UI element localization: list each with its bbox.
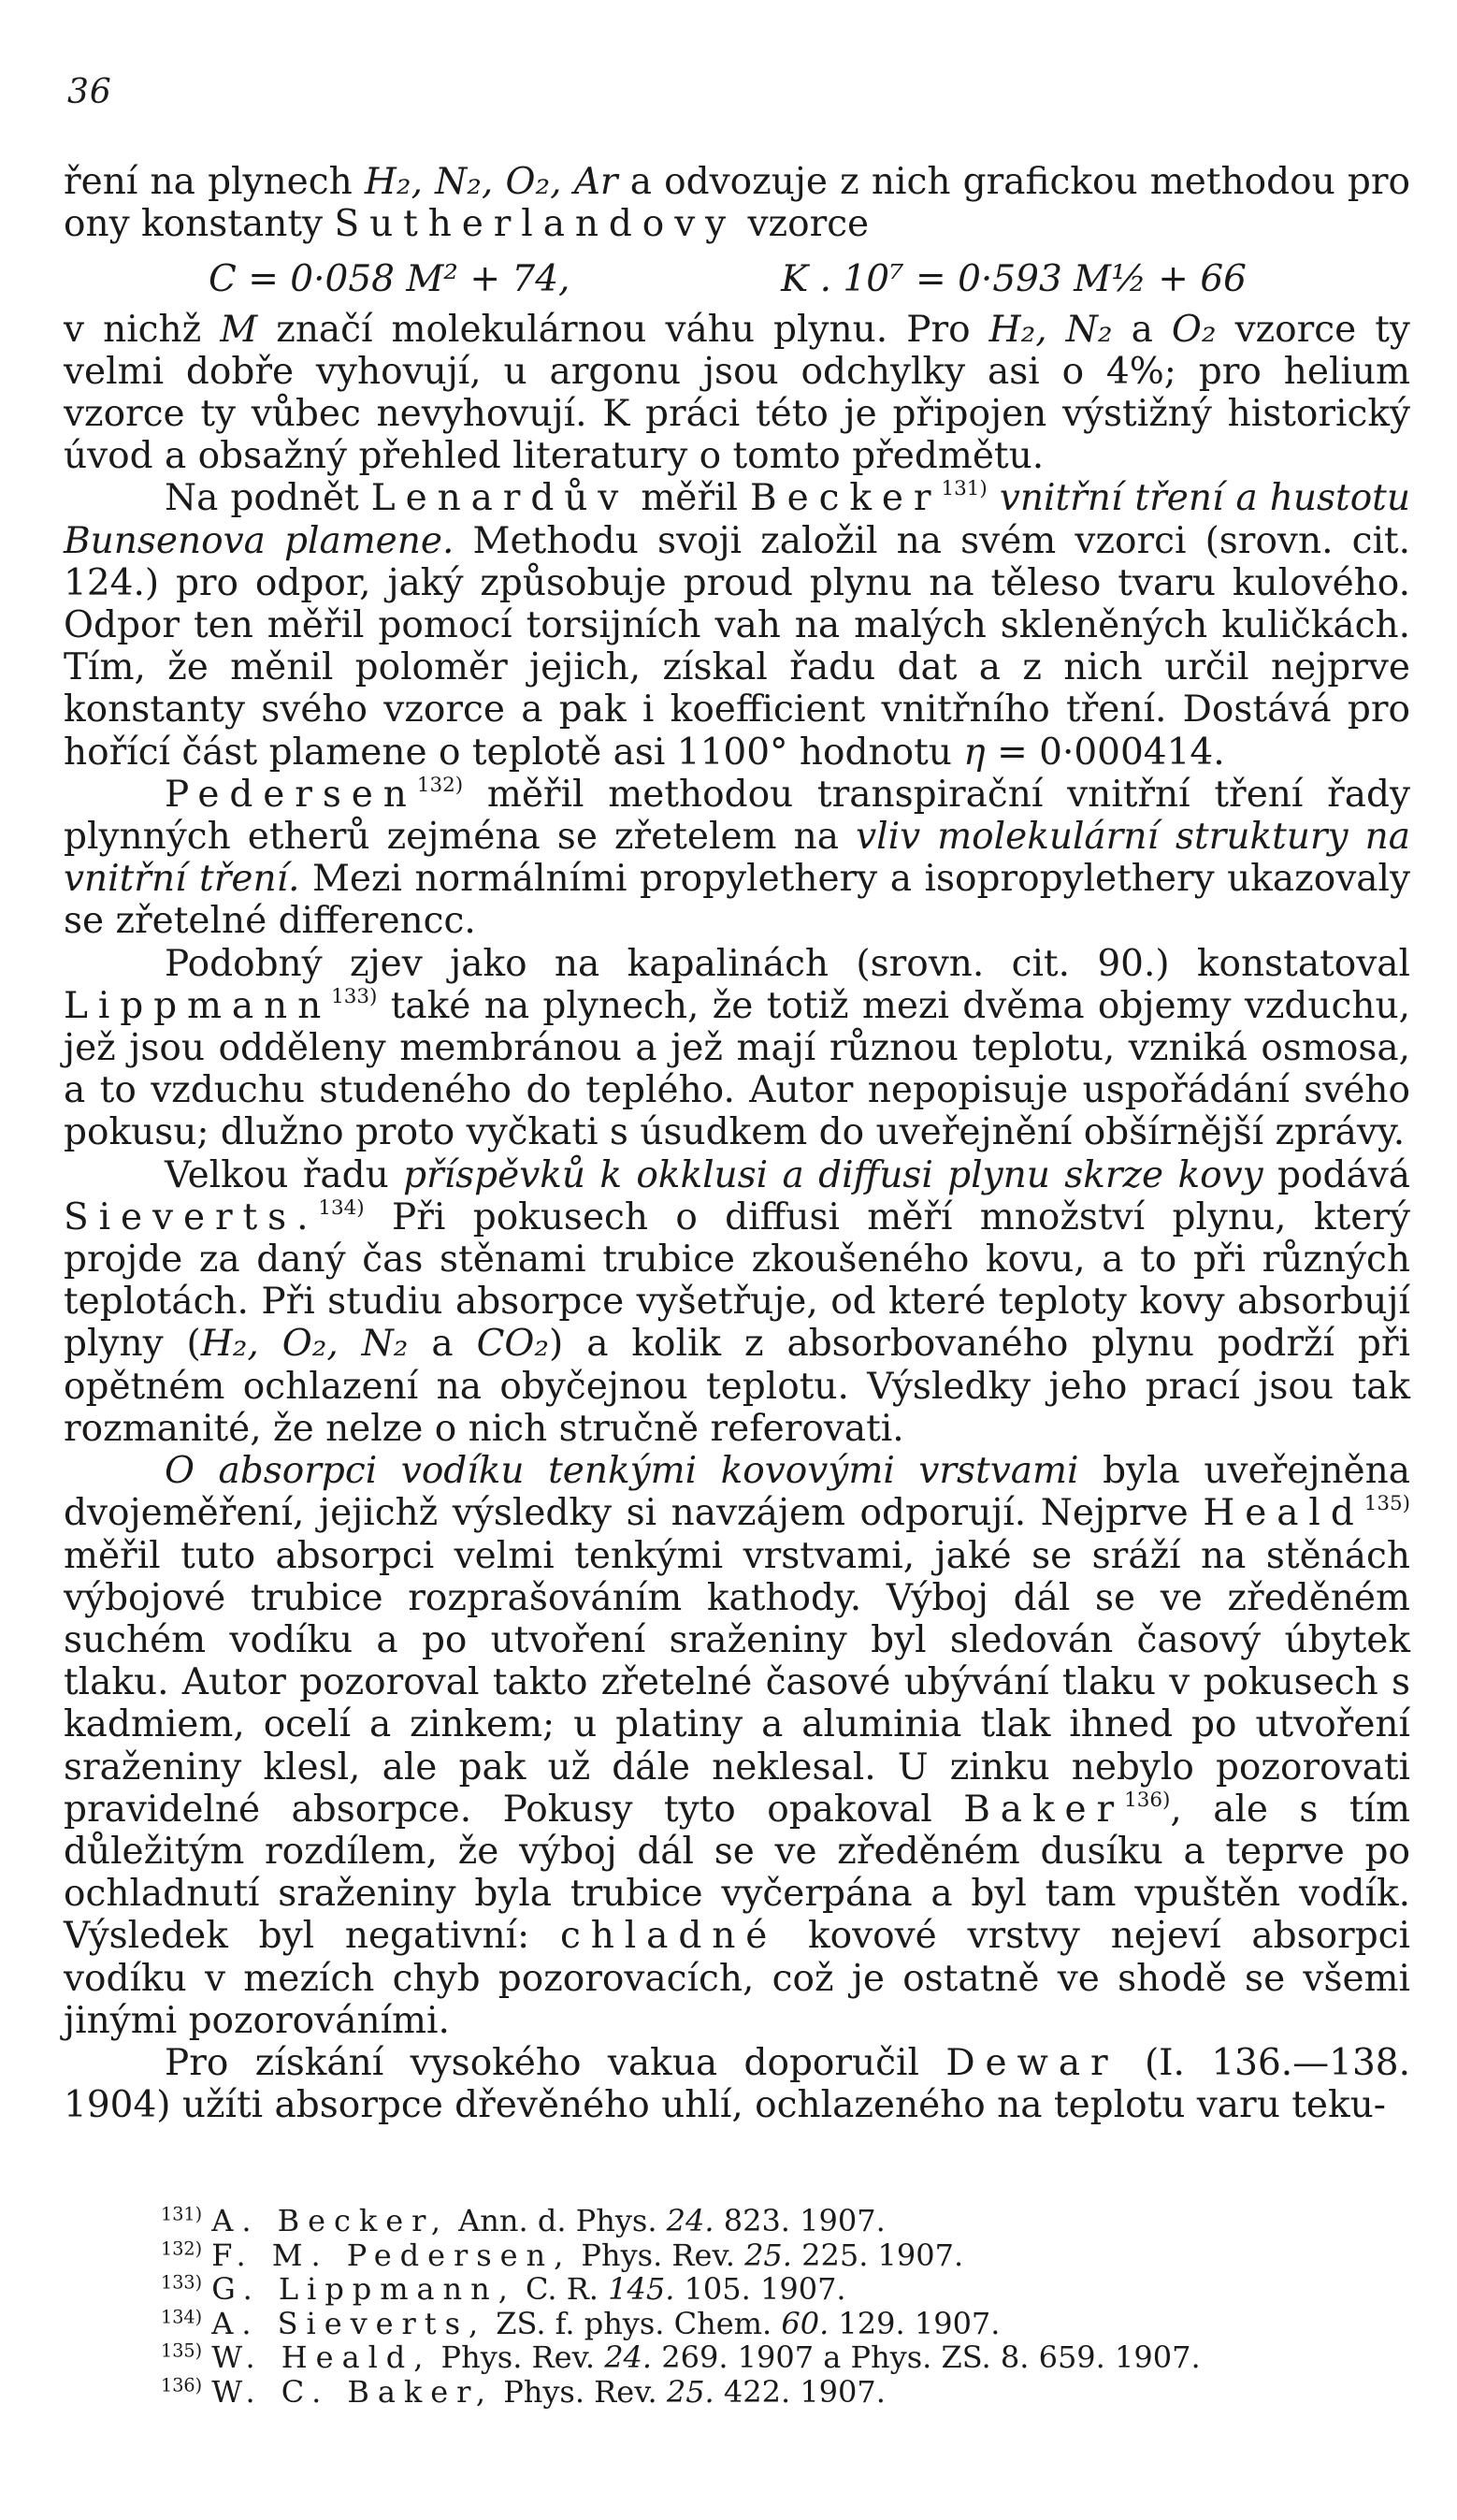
footnote-ref[interactable]: 135) <box>1363 1492 1410 1516</box>
footnote-journal: Phys. Rev. <box>581 2237 735 2273</box>
footnote <box>161 2238 1377 2273</box>
footnote-pages: 269. 1907 a Phys. ZS. 8. 659. 1907. <box>661 2339 1201 2375</box>
footnote-volume: 25. <box>666 2373 714 2410</box>
text-run: byla uveřejněna dvojeměření, jejichž výsledky si navzájem odporují. Nejprve <box>64 1450 1411 1535</box>
text-run: podává <box>1277 1153 1410 1196</box>
paragraph-7 <box>64 1450 1410 2042</box>
footnote-ref[interactable]: 136) <box>1124 1788 1171 1812</box>
paragraph-3 <box>64 477 1410 773</box>
author-name: Lenardův <box>370 477 629 520</box>
footnote-volume: 145. <box>608 2271 675 2307</box>
footnote-pages: 225. 1907. <box>801 2237 964 2273</box>
text-run: měřil methodou transpirační vnitřní tření řady plynných etherů zejména se zřetelem na <box>64 773 1410 859</box>
footnote-pages: 105. 1907. <box>684 2271 846 2307</box>
footnote-ref[interactable]: 134) <box>318 1195 365 1220</box>
text-run: = 0·000414. <box>997 731 1225 774</box>
topic-emphasis: vnitřní tření a hustotu Bunsenova plamene. <box>64 477 1410 562</box>
footnote-journal: ZS. f. phys. Chem. <box>496 2305 772 2341</box>
footnote-ref[interactable]: 131) <box>941 477 988 501</box>
footnote-ref[interactable]: 133) <box>331 984 378 1008</box>
footnote <box>161 2340 1377 2375</box>
formula-right: K . 10⁷ = 0·593 M½ + 66 <box>781 258 1247 301</box>
footnote-mark: 134) <box>161 2305 203 2327</box>
paragraph-8 <box>64 2042 1410 2126</box>
topic-emphasis: vliv molekulární struktury na vnitřní tření. <box>64 816 1410 901</box>
footnote-journal: Phys. Rev. <box>503 2373 657 2410</box>
author-name: Pedersen <box>165 773 417 816</box>
text-run: vzorce <box>747 203 870 246</box>
author-name: Sieverts. <box>64 1195 319 1238</box>
text-run: , ale s tím důležitým rozdílem, že výboj dál se ve zředěném dusíku a teprve po ochladnutí sraženiny byla trubice vyčerpána a byl tam vpuštěn vodík. Výsledek byl negativní: <box>64 1788 1410 1958</box>
footnote-author: A. Becker, <box>211 2203 449 2238</box>
text-run: Methodu svoji založil na svém vzorci (srovn. cit. 124.) pro odpor, jaký způsobuje proud plynu na těleso tvaru kulového. Odpor ten měřil pomocí torsijních vah na malých skleněných kuličkách. Tím, že měnil poloměr jejich, získal řadu dat a z nich určil nejprve konstanty svého vzorce a pak i koefficient vnitřního tření. Dostává pro hořící část plamene o teplotě asi 1100° hodnotu <box>64 519 1410 774</box>
text-run: měřil <box>641 477 738 520</box>
footnote-mark: 131) <box>161 2203 203 2225</box>
footnote-pages: 422. 1907. <box>723 2373 886 2410</box>
text-run: Velkou řadu <box>165 1153 389 1196</box>
footnote-volume: 24. <box>604 2339 653 2375</box>
footnote <box>161 2375 1377 2410</box>
gas-formulas: H₂, N₂ <box>988 308 1113 351</box>
paragraph-5 <box>64 943 1410 1154</box>
text-run: značí molekulárnou váhu plynu. Pro <box>276 308 971 351</box>
text-run: Na podnět <box>165 477 359 520</box>
footnote-mark: 136) <box>161 2373 203 2396</box>
text-run: (I. 136.—138. 1904) užíti absorpce dřevěného uhlí, ochlazeného na teplotu varu teku- <box>64 2041 1410 2127</box>
text-run: také na plynech, že totiž mezi dvěma objemy vzduchu, jež jsou odděleny membránou a jež mají různou teplotu, vzniká osmosa, a to vzduchu studeného do teplého. Autor nepopisuje uspořádání svého pokusu; dlužno proto vyčkati s úsudkem do uveřejnění obšírnější zprávy. <box>64 984 1410 1154</box>
gas-formula: CO₂ <box>476 1323 550 1366</box>
page-number: 36 <box>67 73 112 111</box>
formula-left: C = 0·058 M² + 74, <box>209 258 570 301</box>
gas-formulas: H₂, O₂, N₂ <box>200 1323 409 1366</box>
paragraph-1 <box>64 161 1410 245</box>
topic-emphasis: O absorpci vodíku tenkými kovovými vrstvami <box>165 1450 1079 1493</box>
body-text <box>64 161 1410 2126</box>
footnote <box>161 2204 1377 2238</box>
text-run: ) a kolik z absorbovaného plynu podrží při opětném ochlazení na obyčejnou teplotu. Výsledky jeho prací jsou tak rozmanité, že nelze o nich stručně referovati. <box>64 1323 1410 1450</box>
text-run: Pro získání vysokého vakua doporučil <box>165 2041 919 2084</box>
gas-formula: O₂ <box>1171 308 1217 351</box>
paragraph-2 <box>64 309 1410 478</box>
author-name: Becker <box>750 477 942 520</box>
text-run: vzorce ty velmi dobře vyhovují, u argonu jsou odchylky asi o 4%; pro helium vzorce ty vůbec nevyhovují. K práci této je připojen výstižný historický úvod a obsažný přehled literatury o tomto předmětu. <box>64 308 1410 478</box>
text-run: ření na plynech <box>64 161 353 203</box>
text-run: a <box>431 1323 454 1366</box>
author-name: Lippmann <box>64 984 332 1027</box>
footnote-mark: 132) <box>161 2237 203 2259</box>
footnote-volume: 60. <box>781 2305 829 2341</box>
footnote-author: W. Heald, <box>211 2339 432 2375</box>
footnote-mark: 135) <box>161 2339 203 2362</box>
text-run: Podobný zjev jako na kapalinách (srovn. cit. 90.) konstatoval <box>165 942 1410 985</box>
text-run: v nichž <box>64 308 202 351</box>
text-run: Mezi normálními propylethery a isopropylethery ukazovaly se zřetelné differencc. <box>64 858 1411 943</box>
author-name: Sutherlandovy <box>334 203 737 246</box>
paragraph-4 <box>64 774 1410 943</box>
footnote <box>161 2272 1377 2307</box>
footnote-author: F. M. Pedersen, <box>211 2237 572 2273</box>
footnote-volume: 25. <box>744 2237 792 2273</box>
footnote-ref[interactable]: 132) <box>416 773 464 797</box>
spaced-emphasis: chladné <box>559 1915 778 1958</box>
footnote-mark: 133) <box>161 2271 203 2294</box>
symbol: η <box>963 731 986 774</box>
text-run: Při pokusech o diffusi měří množství plynu, který projde za daný čas stěnami trubice zkoušeného kovu, a to při různých teplotách. Při studiu absorpce vyšetřuje, od které teploty kovy absorbují plyny ( <box>64 1195 1410 1366</box>
author-name: Heald <box>1203 1492 1364 1535</box>
author-name: Baker <box>963 1788 1125 1831</box>
footnote-journal: Ann. d. Phys. <box>458 2203 657 2238</box>
text-run: a <box>1131 308 1153 351</box>
formula-line <box>64 245 1410 308</box>
gas-formulas: H₂, N₂, O₂, Ar <box>364 161 618 203</box>
text-run: měřil tuto absorpci velmi tenkými vrstvami, jaké se sráží na stěnách výbojové trubice rozprašováním kathody. Výboj dál se ve zředěném suchém vodíku a po utvoření sraženiny byl sledován časový úbytek tlaku. Autor pozoroval takto zřetelné časové ubývání tlaku v pokusech s kadmiem, ocelí a zinkem; u platiny a aluminia tlak ihned po utvoření sraženiny klesl, ale pak už dále neklesal. U zinku nebylo pozorovati pravidelné absorpce. Pokusy tyto opakoval <box>64 1534 1410 1831</box>
text-run: kovové vrstvy nejeví absorpci vodíku v mezích chyb pozorovacích, což je ostatně ve shodě se všemi jinými pozorováními. <box>64 1915 1410 2042</box>
footnote-journal: C. R. <box>526 2271 599 2307</box>
symbol: M <box>220 308 258 351</box>
author-name: Dewar <box>945 2041 1118 2084</box>
footnote-journal: Phys. Rev. <box>440 2339 596 2375</box>
footnote <box>161 2307 1377 2341</box>
footnote-author: W. C. Baker, <box>211 2373 495 2410</box>
footnotes <box>161 2204 1377 2409</box>
footnote-author: A. Sieverts, <box>211 2305 487 2341</box>
paragraph-6 <box>64 1154 1410 1450</box>
footnote-pages: 129. 1907. <box>838 2305 1001 2341</box>
topic-emphasis: příspěvků k okklusi a diffusi plynu skrze kovy <box>403 1153 1263 1196</box>
footnote-pages: 823. 1907. <box>723 2203 886 2238</box>
footnote-volume: 24. <box>666 2203 714 2238</box>
footnote-author: G. Lippmann, <box>211 2271 516 2307</box>
text-run: a odvozuje z nich grafickou methodou pro ony konstanty <box>64 161 1410 246</box>
